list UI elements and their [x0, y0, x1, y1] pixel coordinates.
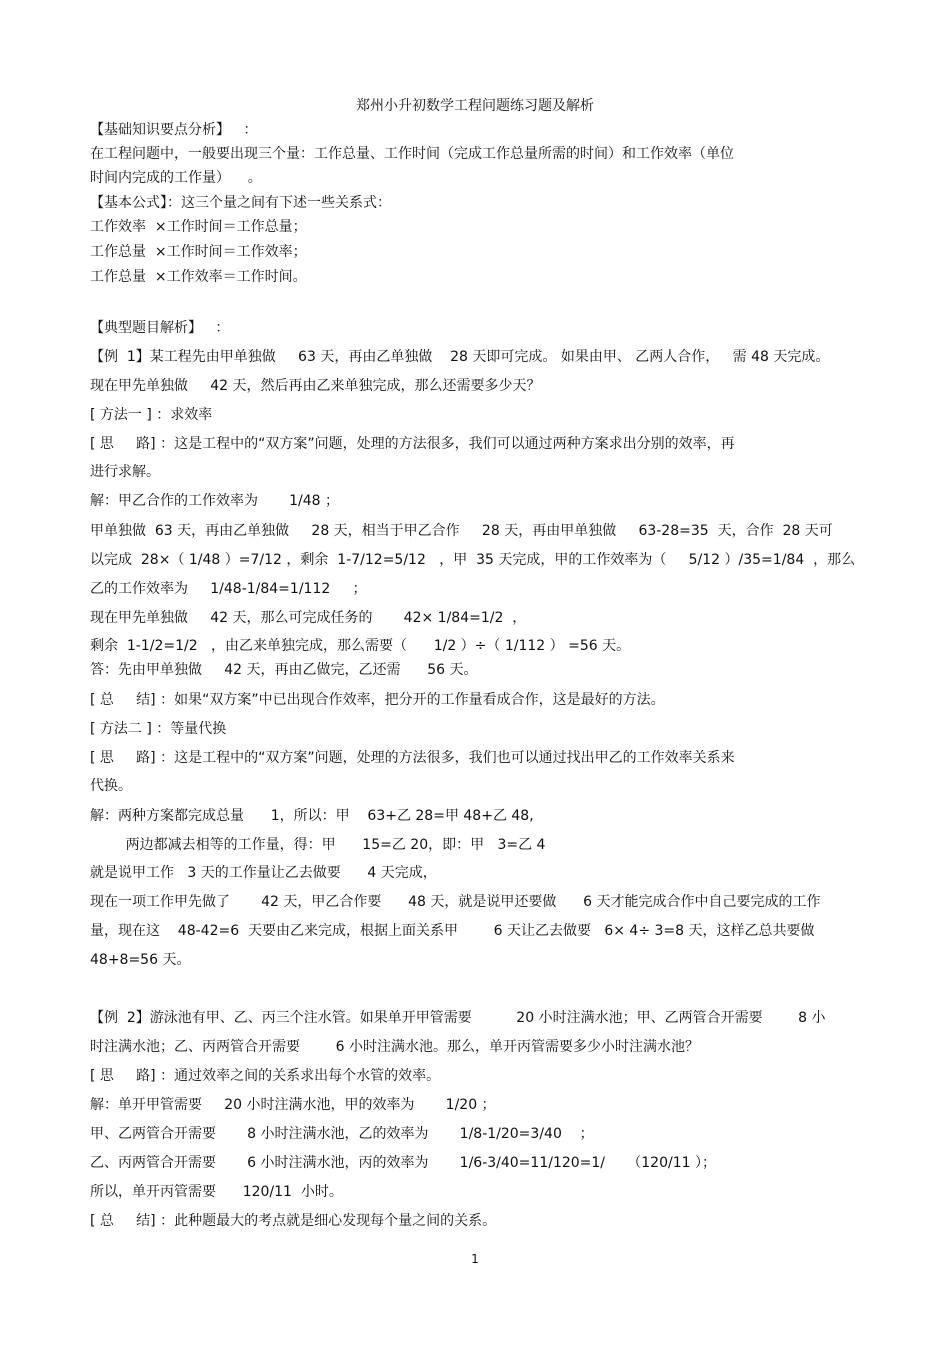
formula-line: 工作总量 ×工作效率＝工作时间。: [90, 269, 307, 285]
method-heading: [ 方法二 ] ：等量代换: [90, 721, 227, 737]
section-heading-formula: 【基本公式】：这三个量之间有下述一些关系式：: [90, 195, 391, 211]
solution-line: 剩余 1-1/2=1/2 ，由乙来单独完成，那么需要（ 1/2 ）÷（ 1/112 ） =56 天。: [90, 638, 631, 654]
solution-line: 解：两种方案都完成总量 1，所以：甲 63+乙 28=甲 48+乙 48,: [90, 808, 534, 824]
solution-line: 甲单独做 63 天，再由乙单独做 28 天，相当于甲乙合作 28 天，再由甲单独做 63-28=35 天，合作 28 天可: [90, 523, 833, 539]
formula-line: 工作效率 ×工作时间＝工作总量；: [90, 219, 307, 235]
solution-line: 现在甲先单独做 42 天，那么可完成任务的 42× 1/84=1/2 ，: [90, 610, 527, 626]
paragraph-line: 在工程问题中，一般要出现三个量：工作总量、工作时间（完成工作总量所需的时间）和工作效率（单位: [90, 146, 734, 162]
solution-line: 解：甲乙合作的工作效率为 1/48 ；: [90, 493, 340, 509]
paragraph-line: 时间内完成的工作量） 。: [90, 170, 262, 186]
idea-line: [ 思 路] ：这是工程中的“双方案”问题，处理的方法很多，我们可以通过两种方案求出分别的效率，再: [90, 436, 735, 452]
solution-line: 就是说甲工作 3 天的工作量让乙去做要 4 天完成，: [90, 865, 437, 881]
example-1-question: 【例 1】某工程先由甲单独做 63 天，再由乙单独做 28 天即可完成。 如果由甲、 乙两人合作， 需 48 天完成。: [90, 349, 830, 365]
solution-line: 解：单开甲管需要 20 小时注满水池，甲的效率为 1/20 ；: [90, 1097, 496, 1113]
idea-line: [ 思 路] ：这是工程中的“双方案”问题，处理的方法很多，我们也可以通过找出甲乙的工作效率关系来: [90, 750, 735, 766]
example-1-question: 现在甲先单独做 42 天，然后再由乙来单独完成，那么还需要多少天？: [90, 378, 541, 394]
solution-line: 乙的工作效率为 1/48-1/84=1/112 ；: [90, 581, 367, 597]
solution-line: 甲、乙两管合开需要 8 小时注满水池，乙的效率为 1/8-1/20=3/40 ；: [90, 1126, 594, 1142]
solution-line: 所以，单开丙管需要 120/11 小时。: [90, 1184, 343, 1200]
summary-line: [ 总 结] ：如果“双方案”中已出现合作效率，把分开的工作量看成合作，这是最好的方法。: [90, 692, 665, 708]
solution-line: 48+8=56 天。: [90, 952, 191, 968]
solution-line: 以完成 28×（ 1/48 ）=7/12 ，剩余 1-7/12=5/12 ，甲 35 天完成，甲的工作效率为（ 5/12 ）/35=1/84 ，那么: [90, 552, 856, 568]
summary-line: [ 总 结] ：此种题最大的考点就是细心发现每个量之间的关系。: [90, 1213, 497, 1229]
solution-line: 乙、丙两管合开需要 6 小时注满水池，丙的效率为 1/6-3/40=11/120=1/ （120/11 ）；: [90, 1155, 716, 1171]
idea-line: 进行求解。: [90, 464, 160, 480]
example-2-question: 【例 2】游泳池有甲、乙、丙三个注水管。如果单开甲管需要 20 小时注满水池；甲、乙两管合开需要 8 小: [90, 1010, 826, 1026]
example-2-question: 时注满水池；乙、丙两管合开需要 6 小时注满水池。那么，单开丙管需要多少小时注满水池？: [90, 1039, 699, 1055]
solution-line: 量，现在这 48-42=6 天要由乙来完成，根据上面关系甲 6 天让乙去做要 6× 4÷ 3=8 天，这样乙总共要做: [90, 923, 815, 939]
section-heading-basics: 【基础知识要点分析】 ：: [90, 122, 258, 138]
idea-line: 代换。: [90, 778, 132, 794]
idea-line: [ 思 路] ：通过效率之间的关系求出每个水管的效率。: [90, 1068, 441, 1084]
method-heading: [ 方法一 ] ：求效率: [90, 407, 213, 423]
answer-line: 答：先由甲单独做 42 天，再由乙做完，乙还需 56 天。: [90, 662, 478, 678]
section-heading-examples: 【典型题目解析】 ：: [90, 320, 230, 336]
solution-line: 两边都减去相等的工作量，得：甲 15=乙 20，即：甲 3=乙 4: [90, 837, 546, 853]
solution-line: 现在一项工作甲先做了 42 天，甲乙合作要 48 天，就是说甲还要做 6 天才能完成合作中自己要完成的工作: [90, 894, 821, 910]
formula-line: 工作总量 ×工作时间＝工作效率；: [90, 244, 307, 260]
page-number: 1: [471, 1252, 479, 1266]
document-title: 郑州小升初数学工程问题练习题及解析: [356, 98, 594, 114]
